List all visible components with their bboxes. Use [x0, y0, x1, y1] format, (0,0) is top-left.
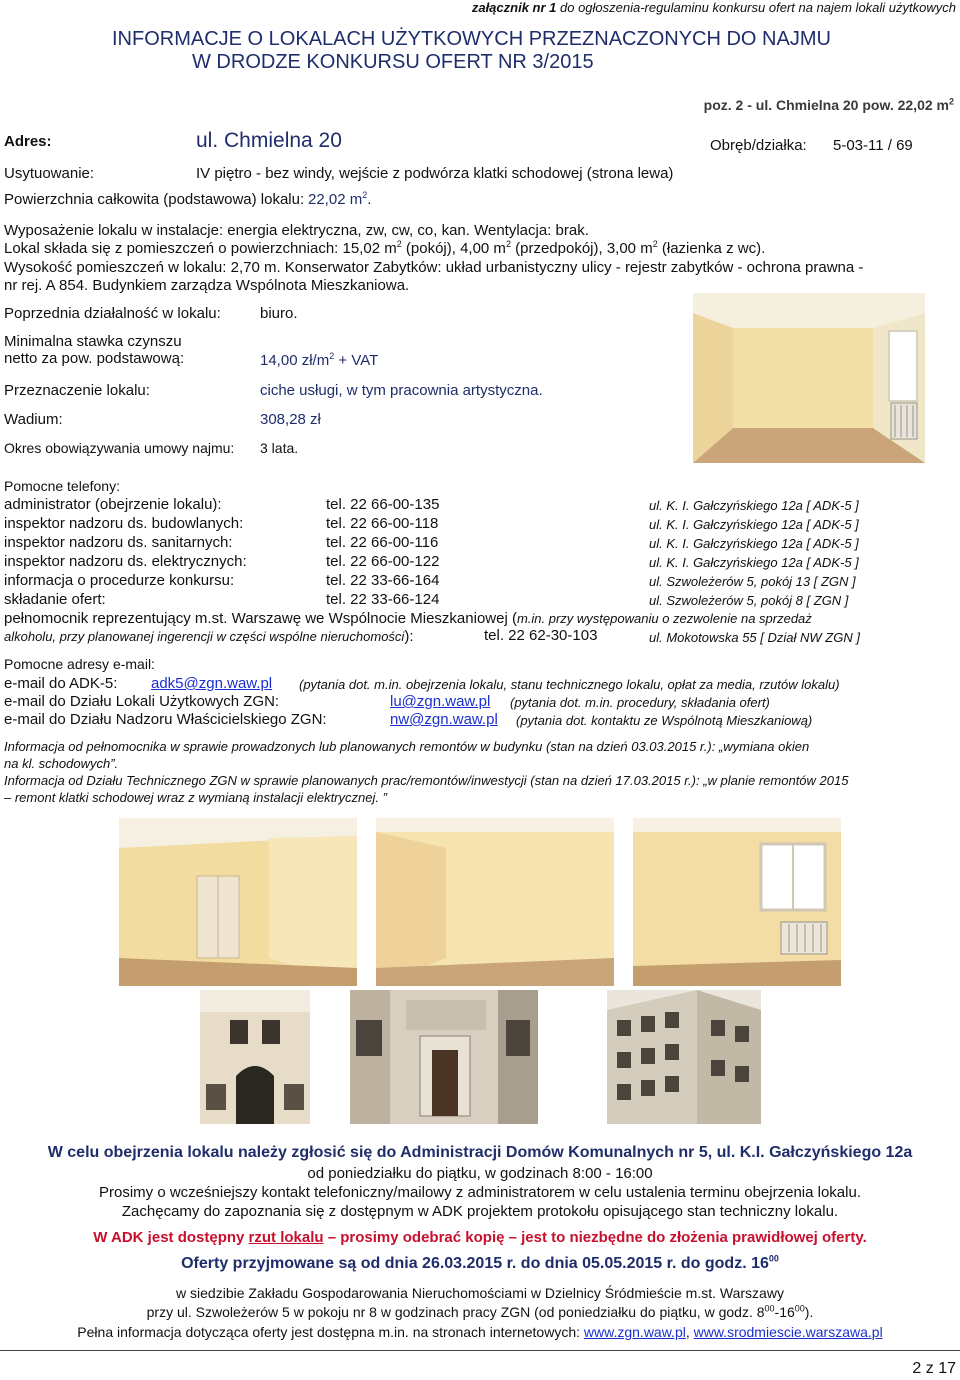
full-info-line — [0, 1324, 960, 1340]
rooms-sup-3: 2 — [652, 239, 658, 249]
srodmiescie-website-link[interactable]: www.srodmiescie.warszawa.pl — [693, 1324, 883, 1340]
area-value — [308, 191, 371, 208]
office-sup-1: 00 — [764, 1303, 775, 1314]
room-photo-2-svg — [376, 818, 614, 986]
height-line: Wysokość pomieszczeń w lokalu: 2,70 m. Konserwator Zabytków: układ urbanistyczny ulicy - rejestr zabytków - ochrona prawna - — [4, 259, 864, 276]
deposit-value: 308,28 zł — [260, 411, 321, 428]
rooms-text-a: Lokal składa się z pomieszczeń o powierzchniach: 15,02 m — [4, 240, 397, 257]
building-photo-2-svg — [350, 990, 538, 1124]
visit-hours: od poniedziałku do piątku, w godzinach 8:00 - 16:00 — [307, 1165, 653, 1182]
phone-tel-1: tel. 22 66-00-118 — [326, 515, 439, 532]
office-line-1: w siedzibie Zakładu Gospodarowania Nieruchomościami w Dzielnicy Śródmieście m.st. Warszawy — [176, 1285, 784, 1301]
phone-addr-4: ul. Szwoleżerów 5, pokój 13 [ ZGN ] — [649, 574, 856, 589]
full-info-sep: , — [685, 1324, 694, 1340]
phone-label-4: informacja o procedurze konkursu: — [4, 572, 235, 589]
office-line-2 — [0, 1304, 960, 1320]
full-info-text: Pełna informacja dotycząca oferty jest dostępna m.in. na stronach internetowych: — [77, 1324, 584, 1340]
plot-value: 5-03-11 / 69 — [833, 137, 913, 154]
area-label: Powierzchnia całkowita (podstawowa) lokalu: — [4, 191, 305, 208]
floor-plan-note — [0, 1229, 960, 1246]
building-photo-2 — [350, 990, 538, 1124]
visit-protocol: Zachęcamy do zapoznania się z dostępnym w ADK projektem protokołu opisującego stan techniczny lokalu. — [121, 1203, 839, 1220]
plot-label: Obręb/działka: — [710, 137, 807, 154]
room-photo-3 — [633, 818, 841, 986]
attachment-note — [472, 0, 956, 15]
visit-contact: Prosimy o wcześniejszy kontakt telefoniczny/mailowy z administratorem w celu ustalenia terminu obejrzenia lokalu. — [99, 1184, 861, 1201]
tech-info-1: Informacja od Działu Technicznego ZGN w sprawie planowanych prac/remontów/inwestycji (stan na dzień 17.03.2015 r.): „w planie remontów 2015 — [4, 773, 849, 788]
phone-tel-0: tel. 22 66-00-135 — [326, 496, 440, 513]
proxy-tel: tel. 22 62-30-103 — [484, 627, 598, 644]
purpose-value: ciche usługi, w tym pracownia artystyczna. — [260, 382, 543, 399]
area-end: . — [367, 191, 372, 208]
email-note-0: (pytania dot. m.in. obejrzenia lokalu, stanu technicznego lokalu, opłat za media, rzutów lokalu) — [299, 677, 840, 692]
phone-label-2: inspektor nadzoru ds. sanitarnych: — [4, 534, 233, 551]
email-label-0: e-mail do ADK-5: — [4, 675, 118, 692]
email-link-adk5[interactable]: adk5@zgn.waw.pl — [151, 675, 273, 692]
rooms-text-d: (łazienka z wc). — [657, 240, 766, 257]
proxy-addr: ul. Mokotowska 55 [ Dział NW ZGN ] — [649, 630, 860, 645]
position-header — [704, 97, 954, 113]
phone-tel-5: tel. 22 33-66-124 — [326, 591, 440, 608]
position-sup: 2 — [948, 96, 954, 107]
rent-sup: 2 — [329, 351, 335, 361]
phone-addr-5: ul. Szwoleżerów 5, pokój 8 [ ZGN ] — [649, 593, 849, 608]
phone-addr-1: ul. K. I. Gałczyńskiego 12a [ ADK-5 ] — [649, 517, 859, 532]
phone-label-1: inspektor nadzoru ds. budowlanych: — [4, 515, 244, 532]
building-photo-1 — [200, 990, 310, 1124]
position-text: poz. 2 - ul. Chmielna 20 pow. 22,02 m — [703, 97, 949, 113]
visit-title: W celu obejrzenia lokalu należy zgłosić się do Administracji Domów Komunalnych nr 5, ul. K.I. Gałczyńskiego 12a — [47, 1144, 913, 1161]
rent-vat: + VAT — [334, 352, 379, 369]
offer-deadline-text: Oferty przyjmowane są od dnia 26.03.2015 r. do dnia 05.05.2015 r. do godz. 16 — [181, 1255, 769, 1272]
tech-info-2: – remont klatki schodowej wraz z wymianą instalacji elektrycznej. ” — [4, 790, 387, 805]
height-line-2: nr rej. A 854. Budynkiem zarządza Wspólnota Mieszkaniowa. — [4, 277, 410, 294]
proxy-info-1: Informacja od pełnomocnika w sprawie prowadzonych lub planowanych remontów w budynku (stan na dzień 03.03.2015 r.): „wymiana okien — [4, 739, 810, 754]
rent-value — [260, 352, 378, 369]
rooms-line — [4, 240, 765, 257]
location-label: Usytuowanie: — [4, 165, 95, 182]
phone-addr-3: ul. K. I. Gałczyńskiego 12a [ ADK-5 ] — [649, 555, 859, 570]
floor-plan-link[interactable]: rzut lokalu — [248, 1229, 324, 1246]
deposit-label: Wadium: — [4, 411, 63, 428]
previous-use-value: biuro. — [260, 305, 298, 322]
rent-label-1: Minimalna stawka czynszu — [4, 333, 182, 350]
room-photo-main — [693, 293, 925, 463]
offer-deadline — [0, 1255, 960, 1273]
email-link-nw[interactable]: nw@zgn.waw.pl — [390, 711, 498, 728]
office-sup-2: 00 — [794, 1303, 805, 1314]
footer-divider — [0, 1350, 960, 1351]
phone-label-0: administrator (obejrzenie lokalu): — [4, 496, 222, 513]
proxy-text-1b: m.in. przy występowaniu o zezwolenie na sprzedaż — [516, 611, 812, 626]
office-text-b: -16 — [774, 1304, 795, 1320]
room-photo-2 — [376, 818, 614, 986]
offer-deadline-sup: 00 — [768, 1253, 779, 1264]
attachment-number: załącznik nr 1 — [471, 0, 557, 15]
zgn-website-link[interactable]: www.zgn.waw.pl — [583, 1324, 686, 1340]
page-number: 2 z 17 — [912, 1360, 956, 1377]
rooms-text-b: (pokój), 4,00 m — [401, 240, 506, 257]
room-photo-main-svg — [693, 293, 925, 463]
address-label: Adres: — [4, 133, 52, 150]
floor-plan-text-b: – prosimy odebrać kopię – jest to niezbędne do złożenia prawidłowej oferty. — [323, 1229, 867, 1246]
proxy-info-2: na kl. schodowych”. — [4, 756, 119, 771]
email-note-1: (pytania dot. m.in. procedury, składania ofert) — [510, 695, 770, 710]
area-number: 22,02 m — [308, 191, 363, 208]
page-title-line1: INFORMACJE O LOKALACH UŻYTKOWYCH PRZEZNACZONYCH DO NAJMU — [112, 28, 831, 50]
rooms-sup-2: 2 — [505, 239, 511, 249]
attachment-text: do ogłoszenia-regulaminu konkursu ofert na najem lokali użytkowych — [556, 0, 956, 15]
email-note-2: (pytania dot. kontaktu ze Wspólnotą Mieszkaniową) — [516, 713, 813, 728]
building-photo-3 — [607, 990, 761, 1124]
proxy-line-1 — [4, 610, 812, 627]
proxy-line-2 — [4, 628, 414, 646]
proxy-text-1a: pełnomocnik reprezentujący m.st. Warszawę we Wspólnocie Mieszkaniowej ( — [4, 610, 517, 627]
phone-label-5: składanie ofert: — [4, 591, 106, 608]
phone-tel-4: tel. 22 33-66-164 — [326, 572, 440, 589]
phones-title: Pomocne telefony: — [4, 478, 120, 494]
building-photo-1-svg — [200, 990, 310, 1124]
rooms-text-c: (przedpokój), 3,00 m — [510, 240, 653, 257]
phone-label-3: inspektor nadzoru ds. elektrycznych: — [4, 553, 247, 570]
proxy-text-2b: ): — [404, 628, 414, 645]
email-label-2: e-mail do Działu Nadzoru Właścicielskiego ZGN: — [4, 711, 327, 728]
phone-addr-0: ul. K. I. Gałczyńskiego 12a [ ADK-5 ] — [649, 498, 859, 513]
phone-addr-2: ul. K. I. Gałczyńskiego 12a [ ADK-5 ] — [649, 536, 859, 551]
building-photo-3-svg — [607, 990, 761, 1124]
page-title-line2: W DRODZE KONKURSU OFERT NR 3/2015 — [192, 51, 594, 73]
rooms-sup-1: 2 — [396, 239, 402, 249]
term-value: 3 lata. — [260, 440, 299, 456]
area-sup: 2 — [362, 190, 368, 200]
room-photo-3-svg — [633, 818, 841, 986]
term-label: Okres obowiązywania umowy najmu: — [4, 440, 235, 456]
proxy-text-2a: alkoholu, przy planowanej ingerencji w części wspólne nieruchomości — [4, 629, 405, 644]
rent-amount: 14,00 zł/m — [260, 352, 330, 369]
email-link-lu[interactable]: lu@zgn.waw.pl — [390, 693, 491, 710]
email-label-1: e-mail do Działu Lokali Użytkowych ZGN: — [4, 693, 280, 710]
phone-tel-2: tel. 22 66-00-116 — [326, 534, 439, 551]
room-photo-1 — [119, 818, 357, 986]
office-text-a: przy ul. Szwoleżerów 5 w pokoju nr 8 w godzinach pracy ZGN (od poniedziałku do piątku, w godz. 8 — [146, 1304, 765, 1320]
emails-title: Pomocne adresy e-mail: — [4, 656, 155, 672]
room-photo-1-svg — [119, 818, 357, 986]
previous-use-label: Poprzednia działalność w lokalu: — [4, 305, 221, 322]
equipment-line: Wyposażenie lokalu w instalacje: energia elektryczna, zw, cw, co, kan. Wentylacja: brak. — [4, 222, 589, 239]
office-text-c: ). — [804, 1304, 814, 1320]
floor-plan-text-a: W ADK jest dostępny — [93, 1229, 249, 1246]
phone-tel-3: tel. 22 66-00-122 — [326, 553, 440, 570]
purpose-label: Przeznaczenie lokalu: — [4, 382, 150, 399]
address-value: ul. Chmielna 20 — [196, 129, 342, 152]
rent-label-2: netto za pow. podstawową: — [4, 350, 185, 367]
location-value: IV piętro - bez windy, wejście z podwórza klatki schodowej (strona lewa) — [196, 165, 674, 182]
